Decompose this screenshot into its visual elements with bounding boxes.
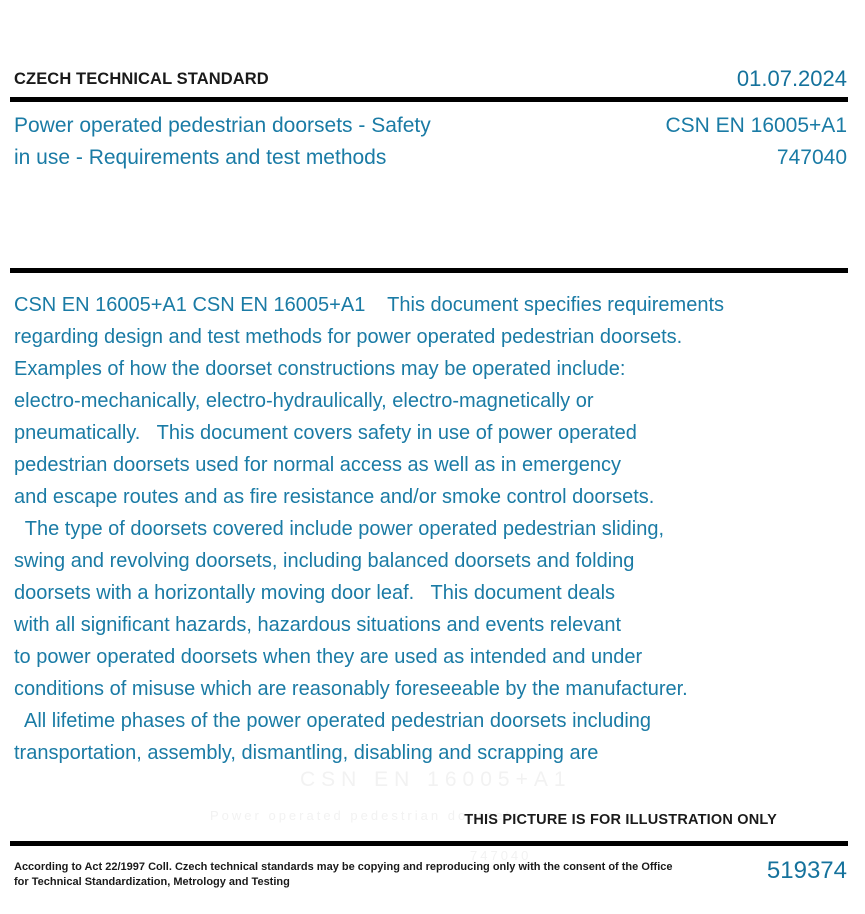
watermark-line-2: Power operated pedestrian doorsets (210, 808, 522, 823)
standard-classification-number: 747040 (776, 146, 847, 169)
abstract-line: and escape routes and as fire resistance and/or smoke control doorsets. (14, 486, 655, 508)
abstract-divider-rule (10, 268, 848, 273)
header-divider-rule (10, 97, 848, 102)
standard-reference (527, 110, 847, 174)
abstract-line: swing and revolving doorsets, including balanced doorsets and folding (14, 550, 635, 572)
abstract-line: regarding design and test methods for power operated pedestrian doorsets. (14, 326, 683, 348)
abstract-line: pneumatically. This document covers safety in use of power operated (14, 422, 637, 444)
abstract-line: Examples of how the doorset constructions may be operated include: (14, 358, 626, 380)
document-footer (0, 857, 865, 910)
abstract-text (14, 289, 844, 769)
abstract-line: to power operated doorsets when they are used as intended and under (14, 646, 643, 668)
watermark-line-3: 747040 (470, 848, 532, 863)
document-header (0, 66, 865, 96)
issue-date: 01.07.2024 (736, 66, 847, 91)
disclaimer-line: for Technical Standardization, Metrology and Testing (14, 875, 290, 888)
abstract-line: transportation, assembly, dismantling, disabling and scrapping are (14, 742, 599, 764)
abstract-line: electro-mechanically, electro-hydraulically, electro-magnetically or (14, 390, 594, 412)
standard-title (14, 110, 534, 174)
watermark-line-1: CSN EN 16005+A1 (300, 768, 572, 791)
catalogue-number: 519374 (766, 857, 847, 884)
disclaimer-line: According to Act 22/1997 Coll. Czech technical standards may be copying and reproducing only with the consent of the Office (14, 861, 673, 873)
abstract-line: with all significant hazards, hazardous situations and events relevant (14, 614, 622, 636)
abstract-line: pedestrian doorsets used for normal access as well as in emergency (14, 454, 621, 476)
copyright-disclaimer (14, 860, 673, 889)
title-line: Power operated pedestrian doorsets - Safety (14, 114, 431, 137)
illustration-disclaimer: THIS PICTURE IS FOR ILLUSTRATION ONLY (464, 812, 777, 828)
abstract-line: CSN EN 16005+A1 CSN EN 16005+A1 This document specifies requirements (14, 294, 724, 316)
abstract-line: All lifetime phases of the power operated pedestrian doorsets including (14, 710, 652, 732)
abstract-line: doorsets with a horizontally moving door leaf. This document deals (14, 582, 616, 604)
standard-kicker-label: CZECH TECHNICAL STANDARD (14, 70, 269, 88)
footer-divider-rule (10, 841, 848, 846)
standard-designation: CSN EN 16005+A1 (665, 114, 847, 137)
abstract-line: The type of doorsets covered include power operated pedestrian sliding, (14, 518, 665, 540)
title-block (0, 110, 865, 190)
title-line: in use - Requirements and test methods (14, 146, 387, 169)
abstract-line: conditions of misuse which are reasonably foreseeable by the manufacturer. (14, 678, 688, 700)
